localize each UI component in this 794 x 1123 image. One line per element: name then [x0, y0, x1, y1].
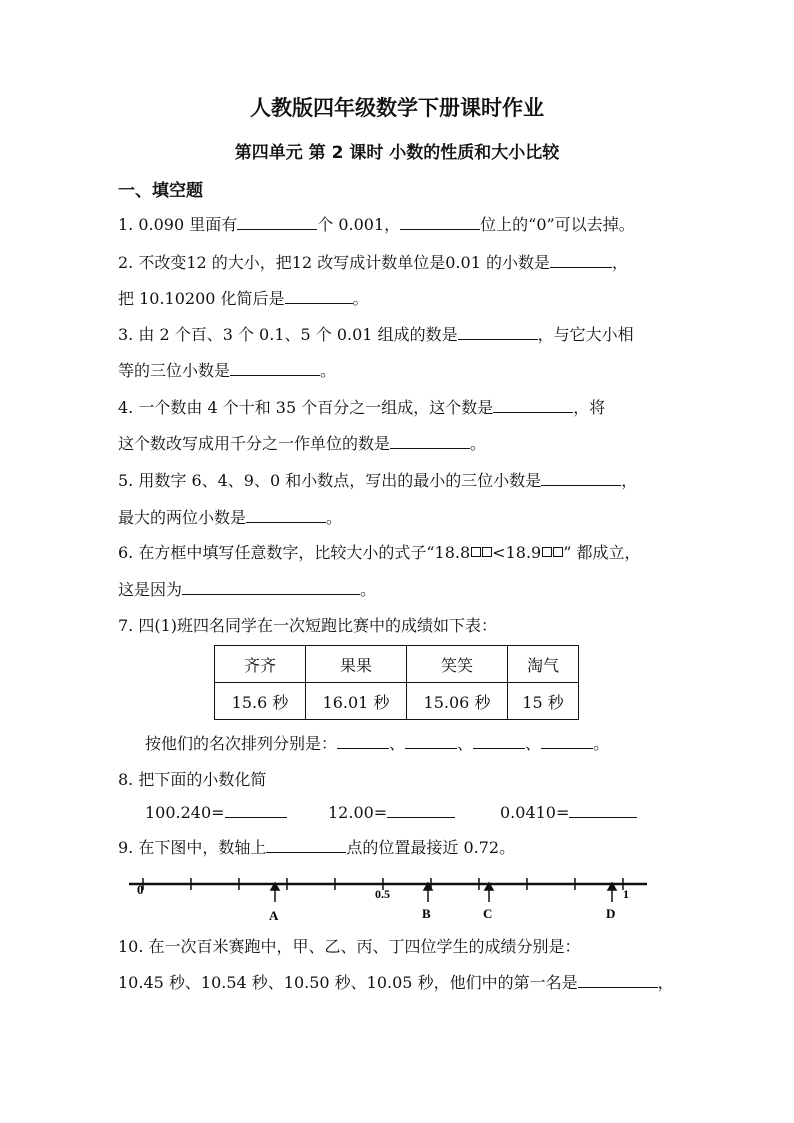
- label-half: 0.5: [375, 887, 390, 901]
- answer-blank[interactable]: [541, 471, 621, 486]
- q2-text-c: 把 10.10200 化简后是: [118, 289, 285, 308]
- answer-blank[interactable]: [285, 289, 353, 304]
- q1-text-b: 个 0.001，: [317, 215, 401, 234]
- answer-blank[interactable]: [387, 803, 455, 818]
- q5-text-a: 5. 用数字 6、4、9、0 和小数点，写出的最小的三位小数是: [118, 471, 542, 490]
- separator: 、: [525, 734, 542, 753]
- question-10-line-2: [118, 970, 674, 993]
- time-cell: 15.06 秒: [407, 683, 508, 720]
- q9-text-a: 9. 在下图中，数轴上: [118, 838, 267, 857]
- name-cell: 果果: [306, 646, 407, 683]
- question-8: 8. 把下面的小数化简: [118, 770, 267, 789]
- q7-rank-text: 按他们的名次排列分别是：: [145, 734, 338, 753]
- q6-text-a: 6. 在方框中填写任意数字，比较大小的式子“18.8: [118, 543, 471, 562]
- time-cell: 15 秒: [508, 683, 579, 720]
- name-cell: 笑笑: [407, 646, 508, 683]
- digit-box[interactable]: [471, 547, 481, 557]
- separator: 、: [389, 734, 406, 753]
- answer-blank[interactable]: [237, 215, 317, 230]
- q6-text-e: 。: [360, 580, 377, 599]
- answer-blank[interactable]: [405, 734, 457, 749]
- table-row: [215, 683, 579, 720]
- q4-text-a: 4. 一个数由 4 个十和 35 个百分之一组成，这个数是: [118, 398, 494, 417]
- question-10: 10. 在一次百米赛跑中，甲、乙、丙、丁四位学生的成绩分别是：: [118, 937, 581, 956]
- point-label-d: D: [606, 906, 616, 921]
- question-7: 7. 四(1)班四名同学在一次短跑比赛中的成绩如下表：: [118, 616, 498, 635]
- answer-blank[interactable]: [473, 734, 525, 749]
- point-label-c: C: [483, 906, 493, 921]
- q8-expression-3: [500, 803, 637, 822]
- worksheet-title: 人教版四年级数学下册课时作业: [250, 96, 544, 120]
- question-2: [118, 250, 628, 273]
- question-5-line-2: [118, 505, 342, 528]
- question-6-line-2: [118, 577, 376, 600]
- q6-text-b: <18.9: [492, 543, 542, 562]
- q4-text-c: 这个数改写成用千分之一作单位的数是: [118, 434, 391, 453]
- q3-text-c: 等的三位小数是: [118, 361, 231, 380]
- q8-expr-2-text: 12.00=: [328, 803, 388, 822]
- question-4-line-2: [118, 431, 486, 454]
- q2-text-b: ，: [611, 253, 628, 272]
- answer-blank[interactable]: [550, 253, 612, 268]
- label-zero: 0: [137, 882, 144, 897]
- answer-blank[interactable]: [400, 215, 480, 230]
- q1-text-c: 位上的“0”可以去掉。: [480, 215, 635, 234]
- section-heading: 一、填空题: [118, 181, 203, 201]
- q6-text-d: 这是因为: [118, 580, 183, 599]
- number-line: [125, 866, 655, 922]
- question-2-line-2: [118, 286, 369, 309]
- question-5: [118, 468, 637, 491]
- answer-blank[interactable]: [541, 734, 593, 749]
- question-1: [118, 212, 635, 235]
- q4-text-d: 。: [470, 434, 487, 453]
- q2-text-d: 。: [352, 289, 369, 308]
- digit-box[interactable]: [482, 547, 492, 557]
- q3-text-d: 。: [320, 361, 337, 380]
- q8-expression-1: [145, 803, 287, 822]
- q3-text-b: ，与它大小相: [537, 325, 634, 344]
- separator: 、: [457, 734, 474, 753]
- answer-blank[interactable]: [337, 734, 389, 749]
- point-label-b: B: [422, 906, 431, 921]
- answer-blank[interactable]: [458, 325, 538, 340]
- question-3-line-2: [118, 358, 336, 381]
- worksheet-subtitle: 第四单元 第 2 课时 小数的性质和大小比较: [234, 143, 560, 163]
- q8-expression-2: [328, 803, 455, 822]
- q7-end: 。: [593, 734, 610, 753]
- time-cell: 16.01 秒: [306, 683, 407, 720]
- scores-table: [214, 645, 579, 720]
- digit-box[interactable]: [553, 547, 563, 557]
- q8-expr-1-text: 100.240=: [145, 803, 225, 822]
- q10-text-b: 10.45 秒、10.54 秒、10.50 秒、10.05 秒，他们中的第一名是: [118, 973, 578, 992]
- answer-blank[interactable]: [225, 803, 287, 818]
- point-label-a: A: [269, 908, 279, 922]
- answer-blank[interactable]: [246, 508, 326, 523]
- q8-expr-3-text: 0.0410=: [500, 803, 570, 822]
- table-row: [215, 646, 579, 683]
- q6-text-c: ” 都成立，: [563, 543, 641, 562]
- q5-text-c: 最大的两位小数是: [118, 508, 247, 527]
- time-cell: 15.6 秒: [215, 683, 306, 720]
- label-one: 1: [623, 887, 629, 901]
- q3-text-a: 3. 由 2 个百、3 个 0.1、5 个 0.01 组成的数是: [118, 325, 458, 344]
- question-6: [118, 540, 640, 563]
- question-3: [118, 322, 634, 345]
- question-7-ranking: [145, 731, 609, 754]
- name-cell: 齐齐: [215, 646, 306, 683]
- q5-text-b: ，: [621, 471, 638, 490]
- digit-box[interactable]: [542, 547, 552, 557]
- q9-text-b: 点的位置最接近 0.72。: [346, 838, 516, 857]
- answer-blank[interactable]: [182, 580, 360, 595]
- q2-text-a: 2. 不改变12 的大小，把12 改写成计数单位是0.01 的小数是: [118, 253, 550, 272]
- name-cell: 淘气: [508, 646, 579, 683]
- question-4: [118, 395, 605, 418]
- answer-blank[interactable]: [569, 803, 637, 818]
- q1-text-a: 1. 0.090 里面有: [118, 215, 238, 234]
- answer-blank[interactable]: [493, 398, 573, 413]
- answer-blank[interactable]: [266, 838, 346, 853]
- answer-blank[interactable]: [578, 973, 658, 988]
- answer-blank[interactable]: [390, 434, 470, 449]
- q5-text-d: 。: [326, 508, 343, 527]
- answer-blank[interactable]: [230, 361, 320, 376]
- q4-text-b: ，将: [573, 398, 606, 417]
- question-9: [118, 835, 515, 858]
- q10-text-c: ，: [657, 973, 674, 992]
